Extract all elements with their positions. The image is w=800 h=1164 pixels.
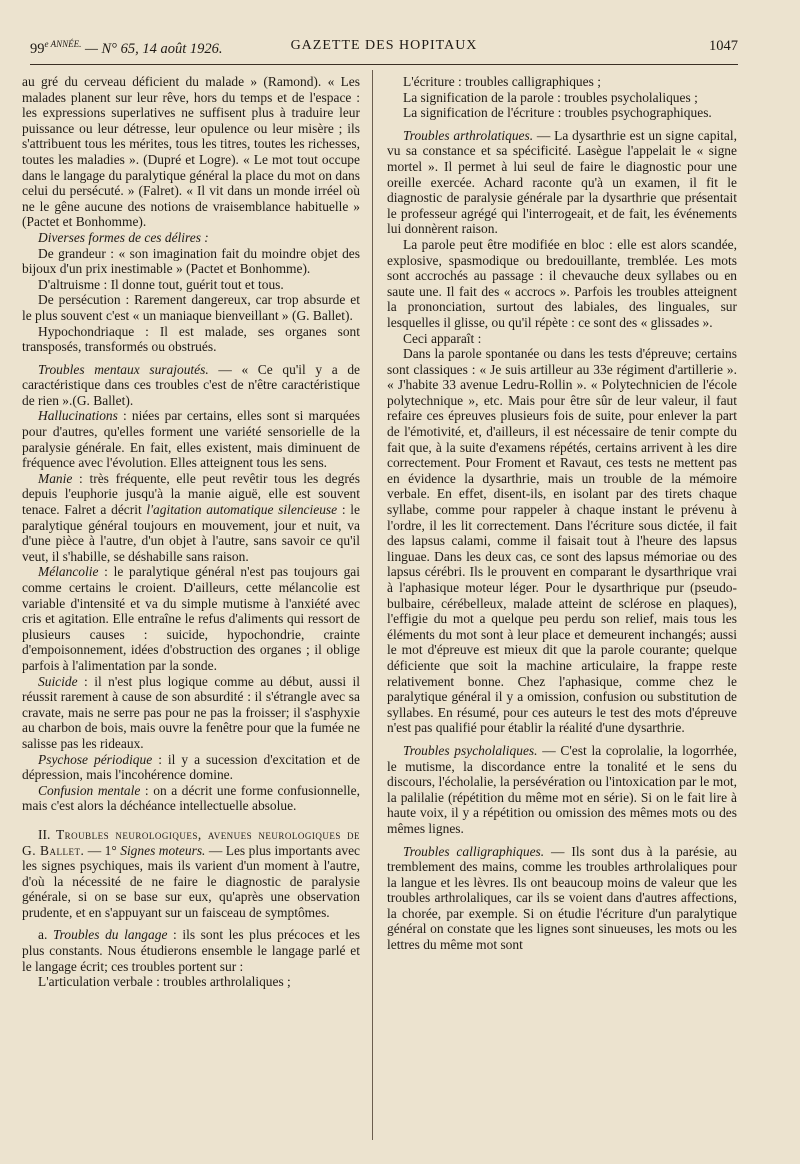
paragraph-text: : il n'est plus logique comme au début, aussi il réussit rarement à cause de son absurdité : il s'étrangle avec sa cravate, mais ne serre pas pour ne pas la froisser; il s'asphyxie au charbon de bois, mais ouvre la fenêtre pour que la fumée ne salisse pas les rideaux. [22, 673, 360, 751]
paragraph-text: — Les plus importants avec les signes psychiques, mais ils varient d'un moment à l'autre, d'où la nécessité de ne faire le diagnostic de paralysie générale, si on se base sur eux, qu'après une observation prudente, et en s'appuyant sur un faisceau de symptômes. [22, 842, 360, 920]
header-year-suffix: e ANNÉE. [44, 39, 82, 49]
header-year: 99 [30, 40, 45, 57]
subheading: Mélancolie [38, 564, 99, 580]
subheading: Troubles arthrolatiques. [403, 127, 534, 143]
section-number: II. [38, 826, 56, 842]
paragraph: De grandeur : « son imagination fait du moindre objet des bijoux d'un prix inestimable » (Pactet et Bonhomme). [22, 245, 360, 277]
item-letter: a. [38, 927, 53, 943]
paragraph: La signification de l'écriture : troubles psychographiques. [403, 105, 712, 121]
paragraph [22, 471, 360, 565]
paragraph [387, 844, 737, 953]
journal-title: GAZETTE DES HOPITAUX [290, 38, 478, 53]
paragraph-text: — Ils sont dus à la parésie, au tremblement des mains, comme les troubles arthrolaliques pour la langue et les lèvres. Ils ont beaucoup moins de valeur que les troubles arthrolaliques, car ils se voient dans d'autres affections, la chorée, par exemple. Si on étudie l'écriture d'un paralytique général on constate que les lignes sont sinueuses, les mots ou les lettres du même mot sont [387, 843, 737, 953]
paragraph: De persécution : Rarement dangereux, car trop absurde et le plus souvent c'est « un maniaque bienveillant » (G. Ballet). [22, 292, 360, 323]
section-heading-paragraph [22, 827, 360, 921]
subheading: Suicide [38, 673, 78, 689]
paragraph [22, 674, 360, 752]
paragraph: L'écriture : troubles calligraphiques ; [403, 74, 601, 89]
paragraph-text: : ils sont les plus précoces et les plus constants. Nous étudierons ensemble le langage parlé et le langage écrit; ces troubles portent sur : [22, 927, 361, 974]
subheading: Signes moteurs. [120, 842, 206, 858]
paragraph: Dans la parole spontanée ou dans les tests d'épreuve; certains sont classiques : « Je suis artilleur au 33e régiment d'artillerie ». « J'habite 33 avenue Ledru-Rollin ». « Polytechnicien de l'école polytechnique », etc. Mais pour être sûr de leur valeur, il faut refaire ces épreuves plusieurs fois de suite, pour enlever la part de l'émotivité, et, d'ailleurs, il est nécessaire de tenir compte du fait que, à la suite d'examens répétés, certains arrivent à les dire correctement. Pour Froment et Ravaut, ces tests ne mettent pas en évidence la dysarthrie, mais un trouble de la mémoire verbale. En effet, disent-ils, en isolant par des tirets chaque syllabe, comme pour rappeler à chaque instant le prévenu à l'ordre, il les lit correctement. Dans l'écriture sous dictée, il fait des lapsus calami, comme il faisait tout à l'heure des lapsus linguae. Dans les deux cas, ce sont des lapsus mémoriae ou des lapsus cérébri. Ils le prouvent en comparant le dysarthrique vrai à l'aphasique moteur léger. Pour le dysarthrique pur (pseudo-bulbaire, cérébelleux, malade atteint de sclérose en plaques), l'effigie du mot a quelque peu perdu son relief, mais tous les éléments du mot sont à leur place et demeurent inchangés; aussi le mot d'épreuve est mieux dit que la parole courante; quelque déficiente que soit la machine articulaire, la frappe reste relativement bonne. Chez l'aphasique, comme chez le paralytique général il y a omission, confusion ou substitution de syllabes. En résumé, pour ces auteurs le test des mots d'épreuve n'est pas qualifié pour établir la réalité d'une dysarthrie. [387, 346, 737, 736]
section-label [22, 230, 360, 246]
paragraph-text: — « Ce qu'il y a de caractéristique dans ces troubles c'est de n'être caractéristique de rien ».(G. Ballet). [22, 361, 361, 408]
paragraph-text: : on a décrit une forme confusionnelle, mais c'est alors la déchéance intellectuelle absolue. [22, 782, 360, 814]
paragraph-text: : niées par certains, elles sont si marquées pour d'autres, qu'elles forment une variété sensorielle de la paralysie générale. En fait, elles existent, mais diminuent de fréquence avec l'évolution. Elles atteignent tous les sens. [22, 408, 360, 471]
paragraph [22, 408, 360, 470]
paragraph-text: : le paralytique général toujours en mouvement, jour et nuit, va d'une pièce à l'autre, d'un objet à l'autre, sans savoir ce qu'il veut, il s'habille, se déshabille sans raison. [22, 502, 360, 564]
paragraph: Ceci apparaît : [403, 330, 482, 346]
paragraph-text: — La dysarthrie est un signe capital, vu sa constance et sa spécificité. Lasègue l'appelait le « signe mortel ». Il permet à lui seul de faire le diagnostic pour une oreille exercée. Achard raconte qu'à un examen, il fit le diagnostic de paralysie générale par la dysarthrie que présentait le professeur agrégé qui l'interrogeait, et de fait, les événements lui donnèrent raison. [387, 127, 737, 237]
paragraph: Hypochondriaque : Il est malade, ses organes sont transposés, transformés ou obstrués. [22, 323, 360, 355]
paragraph: au gré du cerveau déficient du malade » (Ramond). « Les malades planent sur leur rêve, hors du temps et de l'espace : les expressions superlatives ne suffisent plus à traduire leur puissance ou leur détresse, leur opulence ou leur misère ; ils s'attribuent tous les mérites, tous les titres, toutes les richesses, toutes les maladies ». (Dupré et Logre). « Le mot tout occupe dans le langage du paralytique général la place du mot on dans celui du persécuté. » (Falret). « Il vit dans un monde irréel où ne le gêne aucune des notions de vraisemblance habituelle » (Pactet et Bonhomme). [22, 74, 360, 230]
subheading: Troubles mentaux surajoutés. [38, 361, 209, 377]
header-issue: — N° 65, 14 août 1926. [81, 40, 223, 57]
subheading: Hallucinations [38, 408, 118, 424]
subheading: Psychose périodique [38, 751, 153, 767]
paragraph [387, 128, 737, 237]
paragraph-text: : il y a sucession d'excitation et de dépression, mais l'incohérence domine. [22, 751, 360, 783]
page-number: 1047 [709, 38, 738, 54]
column-divider [372, 70, 373, 1140]
paragraph: D'altruisme : Il donne tout, guérit tout et tous. [38, 276, 284, 292]
subheading: Troubles psycholaliques. [403, 742, 538, 758]
italic-term: l'agitation automatique silencieuse [146, 502, 338, 518]
subheading: Confusion mentale [38, 782, 141, 798]
section-title: Troubles neurologiques, avenues neurologiques de G. Ballet. [22, 826, 360, 858]
paragraph-text: : très fréquente, elle peut revêtir tous les degrés depuis l'euphorie jusqu'à la manie aiguë, elle est souvent tenace. Falret a décrit [22, 470, 360, 518]
right-column [387, 74, 737, 953]
paragraph [22, 362, 360, 409]
subheading: Troubles du langage [52, 927, 168, 943]
left-column [22, 74, 360, 990]
paragraph [387, 743, 737, 837]
paragraph: La signification de la parole : troubles psycholaliques ; [403, 89, 698, 105]
paragraph: La parole peut être modifiée en bloc : elle est alors scandée, explosive, spasmodique ou bredouillante, tremblée. Les mots sont accrochés au passage : il chevauche deux syllabes ou en saute une. Il fait des « accrocs ». Parfois les troubles atteignent la prononciation, surtout des labiales, des linguales, sur lesquelles il glisse, ou qu'il répète : ce sont des « glissades ». [387, 236, 737, 330]
paragraph [22, 783, 360, 814]
paragraph: L'articulation verbale : troubles arthrolaliques ; [38, 974, 291, 990]
subheading: Manie [38, 470, 73, 486]
paragraph-text: : le paralytique général n'est pas toujours gai comme certains le croient. D'ailleurs, cette mélancolie est variable d'intensité et va du simple mutisme à l'anxiété avec cris et agitation. Elle entraîne le refus d'aliments qui ressort de plusieurs causes : suicide, hypochondrie, crainte d'empoisonnement, idées d'obstruction des organes ; il oblige parfois à l'alimentation par la sonde. [22, 564, 360, 673]
paragraph [22, 752, 360, 783]
paragraph [22, 564, 360, 673]
subheading: Troubles calligraphiques. [403, 843, 545, 859]
paragraph-text: — C'est la coprolalie, la logorrhée, le mutisme, la discordance entre la tonalité et le sens du discours, l'écholalie, la persévération ou l'intoxication par le mot, la palilalie (répétition du même mot en série). Si on le fait lire à haute voix, il y a répétition ou omission des mêmes mots ou des mêmes lignes. [387, 742, 738, 836]
paragraph [22, 927, 360, 974]
paragraph-text: — 1° [84, 842, 121, 858]
diverses-formes-heading: Diverses formes de ces délires : [38, 229, 209, 245]
running-header [30, 34, 738, 65]
